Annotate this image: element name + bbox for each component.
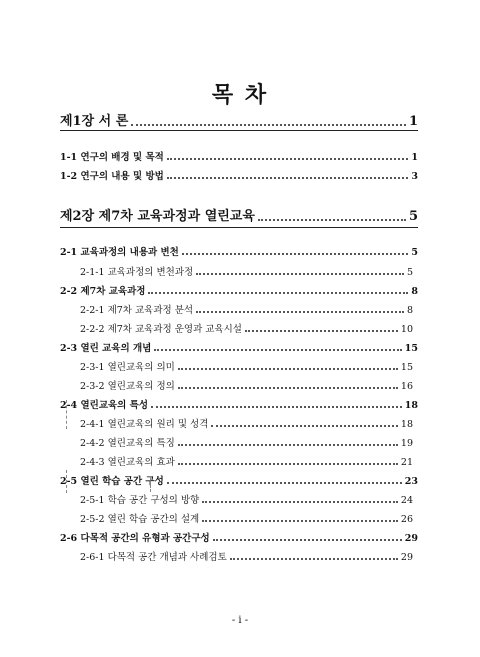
dot-leader bbox=[167, 482, 402, 484]
toc-entry-label: 제2장 제7차 교육과정과 열린교육 bbox=[60, 209, 255, 224]
chapter-underline bbox=[60, 227, 418, 228]
toc-entry-sub bbox=[80, 435, 413, 449]
toc-entry-label: 2-1-1 교육과정의 변천과정 bbox=[80, 267, 194, 278]
dot-leader bbox=[151, 406, 402, 408]
dot-leader bbox=[202, 501, 398, 503]
toc-entry-label: 2-4 열린교육의 특성 bbox=[60, 400, 149, 411]
toc-entry-sub bbox=[80, 378, 413, 392]
dot-leader bbox=[213, 539, 402, 541]
toc-entry-section bbox=[60, 283, 418, 297]
toc-entry-page: 23 bbox=[404, 476, 418, 487]
page-title: 목 차 bbox=[211, 82, 269, 108]
toc-entry-section bbox=[60, 168, 418, 182]
toc-entry-page: 16 bbox=[400, 381, 413, 392]
toc-entry-section bbox=[60, 149, 418, 163]
toc-entry-sub bbox=[80, 302, 413, 316]
toc-entry-page: 1 bbox=[408, 114, 418, 129]
toc-entry-label: 2-4-3 열린교육의 효과 bbox=[80, 457, 175, 468]
dot-leader bbox=[211, 425, 398, 427]
toc-entry-chapter bbox=[60, 205, 418, 224]
toc-entry-page: 19 bbox=[400, 438, 413, 449]
toc-entry-label: 2-2 제7차 교육과정 bbox=[60, 286, 146, 297]
toc-entry-sub bbox=[80, 492, 413, 506]
dot-leader bbox=[245, 330, 398, 332]
toc-entry-label: 2-6-1 다목적 공간 개념과 사례검토 bbox=[80, 552, 227, 563]
toc-entry-label: 2-1 교육과정의 내용과 변천 bbox=[60, 247, 179, 258]
toc-entry-page: 18 bbox=[400, 419, 413, 430]
dot-leader bbox=[178, 444, 398, 446]
toc-entry-section bbox=[60, 473, 418, 487]
toc-entry-page: 10 bbox=[400, 324, 413, 335]
toc-entry-page: 15 bbox=[404, 343, 418, 354]
dot-leader bbox=[182, 253, 409, 255]
dot-leader bbox=[178, 387, 398, 389]
toc-entry-page: 24 bbox=[400, 495, 413, 506]
dot-leader bbox=[196, 273, 404, 275]
toc-entry-section bbox=[60, 397, 418, 411]
toc-entry-label: 1-2 연구의 내용 및 방법 bbox=[60, 171, 164, 182]
dot-leader bbox=[131, 124, 406, 126]
dot-leader bbox=[167, 177, 409, 179]
toc-entry-sub bbox=[80, 321, 413, 335]
toc-entry-sub bbox=[80, 359, 413, 373]
toc-entry-page: 29 bbox=[400, 552, 413, 563]
toc-entry-page: 26 bbox=[400, 514, 413, 525]
page-number-footer: - i - bbox=[231, 615, 249, 626]
toc-entry-label: 2-3-1 열린교육의 의미 bbox=[80, 362, 175, 373]
toc-entry-page: 5 bbox=[411, 247, 418, 258]
toc-entry-sub bbox=[80, 416, 413, 430]
toc-entry-page: 29 bbox=[404, 533, 418, 544]
toc-entry-page: 15 bbox=[400, 362, 413, 373]
toc-entry-label: 2-6 다목적 공간의 유형과 공간구성 bbox=[60, 533, 210, 544]
toc-entry-label: 2-5 열린 학습 공간 구성 bbox=[60, 476, 164, 487]
dot-leader bbox=[202, 520, 398, 522]
toc-entry-sub bbox=[80, 511, 413, 525]
dot-leader bbox=[148, 292, 408, 294]
toc-entry-page: 8 bbox=[411, 286, 418, 297]
toc-entry-section bbox=[60, 530, 418, 544]
toc-entry-section bbox=[60, 340, 418, 354]
dot-leader bbox=[230, 558, 398, 560]
toc-entry-page: 5 bbox=[406, 267, 413, 278]
toc-entry-label: 1-1 연구의 배경 및 목적 bbox=[60, 152, 164, 163]
toc-entry-sub bbox=[80, 454, 413, 468]
dot-leader bbox=[167, 158, 409, 160]
toc-entry-sub bbox=[80, 549, 413, 563]
dot-leader bbox=[196, 311, 404, 313]
toc-entry-section bbox=[60, 244, 418, 258]
dot-leader bbox=[154, 349, 401, 351]
toc-entry-page: 8 bbox=[406, 305, 413, 316]
dot-leader bbox=[178, 463, 398, 465]
dot-leader bbox=[258, 219, 406, 221]
toc-entry-label: 2-3-2 열린교육의 정의 bbox=[80, 381, 175, 392]
chapter-underline bbox=[60, 130, 418, 131]
toc-entry-label: 2-2-1 제7차 교육과정 분석 bbox=[80, 305, 194, 316]
toc-entry-label: 2-4-1 열린교육의 원리 및 성격 bbox=[80, 419, 209, 430]
scan-mark bbox=[150, 477, 151, 492]
toc-entry-label: 2-3 열린 교육의 개념 bbox=[60, 343, 152, 354]
toc-entry-page: 18 bbox=[404, 400, 418, 411]
toc-entry-label: 제1장 서 론 bbox=[60, 114, 129, 129]
toc-entry-label: 2-5-2 열린 학습 공간의 설계 bbox=[80, 514, 200, 525]
toc-entry-chapter bbox=[60, 110, 418, 129]
dot-leader bbox=[178, 368, 398, 370]
toc-entry-label: 2-5-1 학습 공간 구성의 방향 bbox=[80, 495, 200, 506]
scan-mark bbox=[66, 470, 67, 493]
toc-entry-page: 21 bbox=[400, 457, 413, 468]
toc-entry-page: 5 bbox=[408, 209, 418, 224]
toc-entry-page: 3 bbox=[411, 171, 418, 182]
scan-mark bbox=[66, 400, 67, 429]
toc-entry-label: 2-4-2 열린교육의 특징 bbox=[80, 438, 175, 449]
toc-entry-label: 2-2-2 제7차 교육과정 운영과 교육시설 bbox=[80, 324, 242, 335]
toc-entry-sub bbox=[80, 264, 413, 278]
toc-entry-page: 1 bbox=[411, 152, 418, 163]
